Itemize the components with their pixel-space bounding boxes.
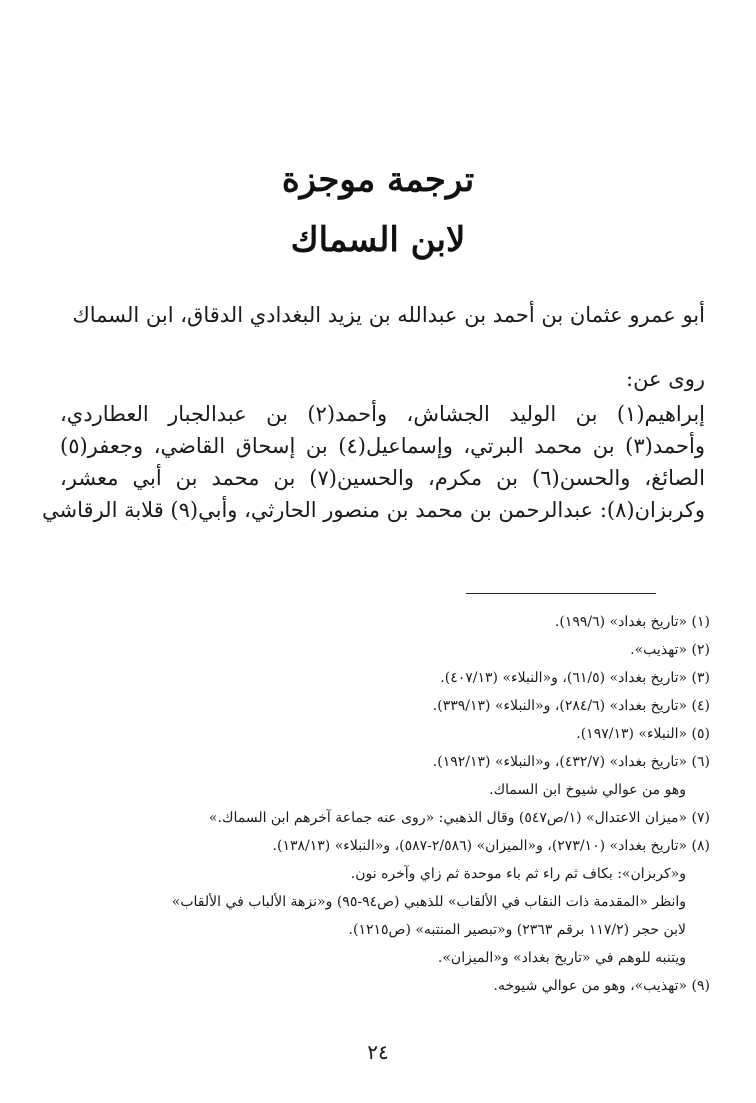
body-line: وكربزان(٨): عبدالرحمن بن محمد بن منصور الحارثي، وأبي(٩) قلابة الرقاشي <box>42 498 705 522</box>
footnote: (٥) «النبلاء» (١٩٧/١٣). <box>576 726 710 742</box>
footnote: (٤) «تاريخ بغداد» (٢٨٤/٦)، و«النبلاء» (٣٣٩/١٣). <box>432 698 710 714</box>
body-line: الصائغ، والحسن(٦) بن مكرم، والحسين(٧) بن محمد بن أبي معشر، <box>60 466 705 490</box>
page-number: ٢٤ <box>367 1040 389 1064</box>
footnote: (٣) «تاريخ بغداد» (٦١/٥)، و«النبلاء» (٤٠٧/١٣). <box>440 670 710 686</box>
footnote-divider <box>466 593 656 594</box>
footnote: (٩) «تهذيب»، وهو من عوالي شيوخه. <box>493 978 710 994</box>
footnote: (٦) «تاريخ بغداد» (٤٣٢/٧)، و«النبلاء» (١٩٢/١٣). <box>432 754 710 770</box>
body-line: إبراهيم(١) بن الوليد الجشاش، وأحمد(٢) بن عبدالجبار العطاردي، <box>60 402 705 426</box>
footnote-continuation: وانظر «المقدمة ذات النقاب في الألقاب» للذهبي (ص٩٤-٩٥) و«نزهة الألباب في الألقاب» <box>171 894 686 910</box>
footnote-continuation: ويتنبه للوهم في «تاريخ بغداد» و«الميزان». <box>437 950 686 966</box>
intro-paragraph: أبو عمرو عثمان بن أحمد بن عبدالله بن يزيد البغدادي الدقاق، ابن السماك <box>72 303 705 327</box>
page-title-line-1: ترجمة موجزة <box>281 160 475 200</box>
page-title-line-2: لابن السماك <box>290 220 466 260</box>
body-line: وأحمد(٣) بن محمد البرتي، وإسماعيل(٤) بن إسحاق القاضي، وجعفر(٥) <box>60 434 705 458</box>
footnotes <box>60 608 710 1000</box>
footnote-continuation: و«كربزان»: بكاف ثم راء ثم باء موحدة ثم زاي وآخره نون. <box>350 866 686 882</box>
footnote: (٨) «تاريخ بغداد» (٢٧٣/١٠)، و«الميزان» (٢/٥٨٦-٥٨٧)، و«النبلاء» (١٣٨/١٣). <box>272 838 710 854</box>
footnote: (٢) «تهذيب». <box>630 642 710 658</box>
footnote-continuation: لابن حجر (١١٧/٢ برقم ٢٣٦٣) و«تبصير المنتبه» (ص١٢١٥). <box>348 922 686 938</box>
teachers-paragraph <box>42 398 705 526</box>
footnote: (٧) «ميزان الاعتدال» (١/ص٥٤٧) وقال الذهبي: «روى عنه جماعة آخرهم ابن السماك.» <box>208 810 710 826</box>
narrated-from-label: روى عن: <box>626 367 705 391</box>
footnote-continuation: وهو من عوالي شيوخ ابن السماك. <box>489 782 686 798</box>
footnote: (١) «تاريخ بغداد» (١٩٩/٦). <box>554 614 710 630</box>
